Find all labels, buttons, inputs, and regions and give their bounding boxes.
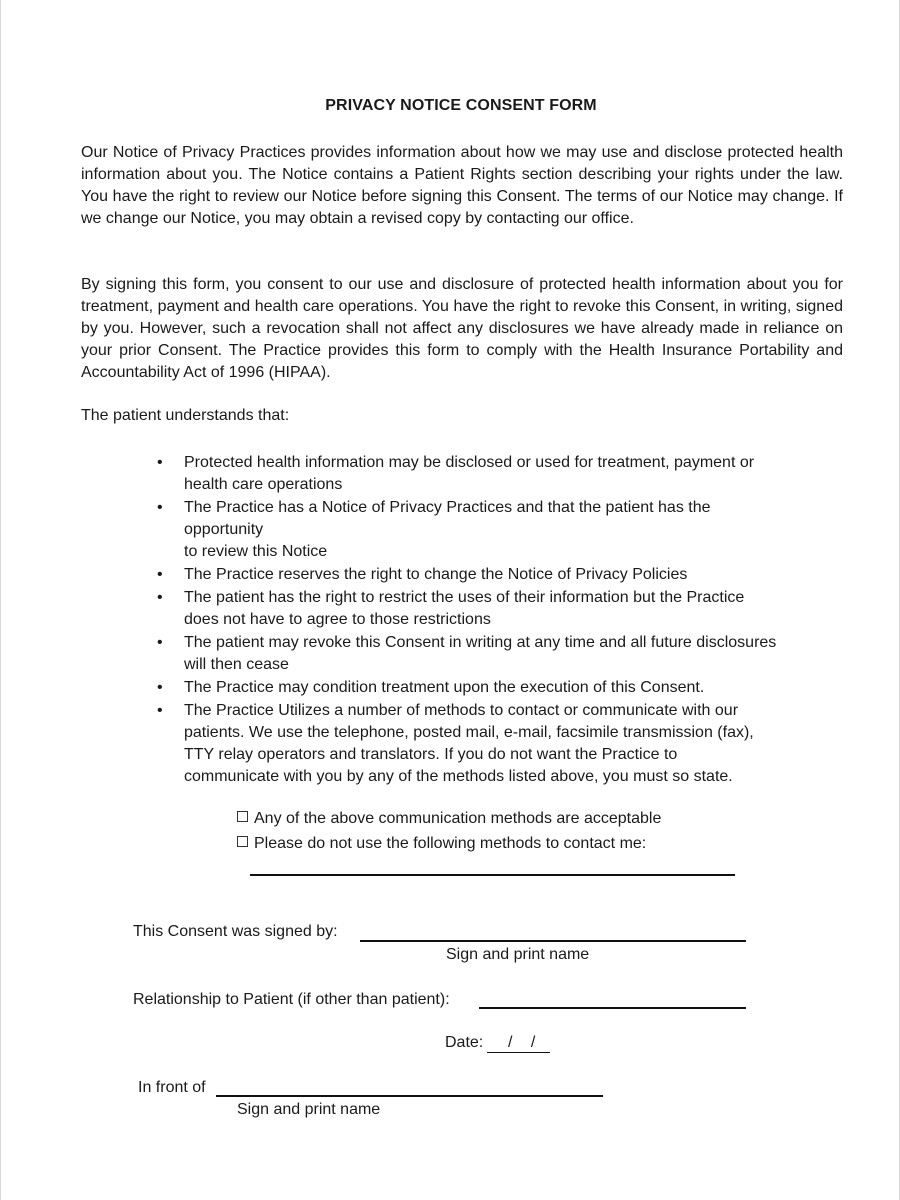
bullet-line: opportunity bbox=[184, 521, 264, 538]
bullet-line: TTY relay operators and translators. If you do not want the Practice to bbox=[184, 746, 678, 763]
bullet-line: does not have to agree to those restrictions bbox=[184, 611, 491, 628]
paragraph-consent: By signing this form, you consent to our use and disclosure of protected health information about you for treatment, payment and health care operations. You have the right to revoke this Consent, in writing, signed by you. However, such a revocation shall not affect any disclosures we have already made in reliance on your prior Consent. The Practice provides this form to comply with the Health Insurance Portability and Accountability Act of 1996 (HIPAA). bbox=[81, 276, 843, 381]
bullet-line: patients. We use the telephone, posted mail, e-mail, facsimile transmission (fax), bbox=[184, 724, 754, 741]
date-label: Date: bbox=[445, 1034, 484, 1051]
bullet-item bbox=[151, 677, 831, 699]
bullet-item bbox=[151, 564, 831, 586]
bullet-icon: • bbox=[157, 499, 163, 516]
in-front-of-line[interactable] bbox=[216, 1095, 603, 1097]
methods-blank-line[interactable] bbox=[250, 874, 735, 876]
bullet-icon: • bbox=[157, 589, 163, 606]
bullet-line: health care operations bbox=[184, 476, 343, 493]
document-title: PRIVACY NOTICE CONSENT FORM bbox=[325, 97, 597, 114]
bullet-item bbox=[151, 587, 831, 631]
bullet-icon: • bbox=[157, 454, 163, 471]
bullet-icon: • bbox=[157, 679, 163, 696]
sign-print-label: Sign and print name bbox=[446, 946, 590, 963]
bullet-line: to review this Notice bbox=[184, 543, 328, 560]
bullet-icon: • bbox=[157, 702, 163, 719]
option-label: Any of the above communication methods are acceptable bbox=[254, 810, 662, 827]
option-label: Please do not use the following methods to contact me: bbox=[254, 835, 647, 852]
option-methods-acceptable[interactable] bbox=[237, 808, 661, 830]
bullet-list bbox=[151, 452, 831, 789]
relationship-label: Relationship to Patient (if other than patient): bbox=[133, 991, 450, 1008]
bullet-line: communicate with you by any of the methods listed above, you must so state. bbox=[184, 768, 733, 785]
bullet-line: The Practice reserves the right to change the Notice of Privacy Policies bbox=[184, 566, 688, 583]
date-value: / / bbox=[508, 1034, 536, 1051]
bullet-item bbox=[151, 452, 831, 496]
bullet-line: The Practice Utilizes a number of methods to contact or communicate with our bbox=[184, 702, 739, 719]
signed-by-line[interactable] bbox=[360, 940, 746, 942]
signed-by-label: This Consent was signed by: bbox=[133, 923, 338, 940]
relationship-line[interactable] bbox=[479, 1007, 746, 1009]
option-do-not-use-methods[interactable] bbox=[237, 833, 646, 855]
bullet-line: Protected health information may be disclosed or used for treatment, payment or bbox=[184, 454, 755, 471]
in-front-sign-print-label: Sign and print name bbox=[237, 1101, 381, 1118]
checkbox-icon[interactable] bbox=[237, 836, 248, 847]
bullet-item bbox=[151, 632, 831, 676]
checkbox-icon[interactable] bbox=[237, 811, 248, 822]
bullet-icon: • bbox=[157, 566, 163, 583]
bullet-line: will then cease bbox=[184, 656, 289, 673]
bullet-item bbox=[151, 497, 831, 563]
bullet-line: The Practice has a Notice of Privacy Practices and that the patient has the bbox=[184, 499, 711, 516]
bullet-line: The Practice may condition treatment upon the execution of this Consent. bbox=[184, 679, 705, 696]
paragraph-notice: Our Notice of Privacy Practices provides information about how we may use and disclose protected health information about you. The Notice contains a Patient Rights section describing your rights under the law. You have the right to review our Notice before signing this Consent. The terms of our Notice may change. If we change our Notice, you may obtain a revised copy by contacting our office. bbox=[81, 144, 843, 227]
paragraph-understands: The patient understands that: bbox=[81, 407, 290, 424]
in-front-of-label: In front of bbox=[138, 1079, 206, 1096]
date-line[interactable] bbox=[487, 1052, 550, 1053]
bullet-item bbox=[151, 700, 831, 788]
bullet-line: The patient has the right to restrict the uses of their information but the Practice bbox=[184, 589, 745, 606]
bullet-icon: • bbox=[157, 634, 163, 651]
bullet-line: The patient may revoke this Consent in writing at any time and all future disclosures bbox=[184, 634, 777, 651]
